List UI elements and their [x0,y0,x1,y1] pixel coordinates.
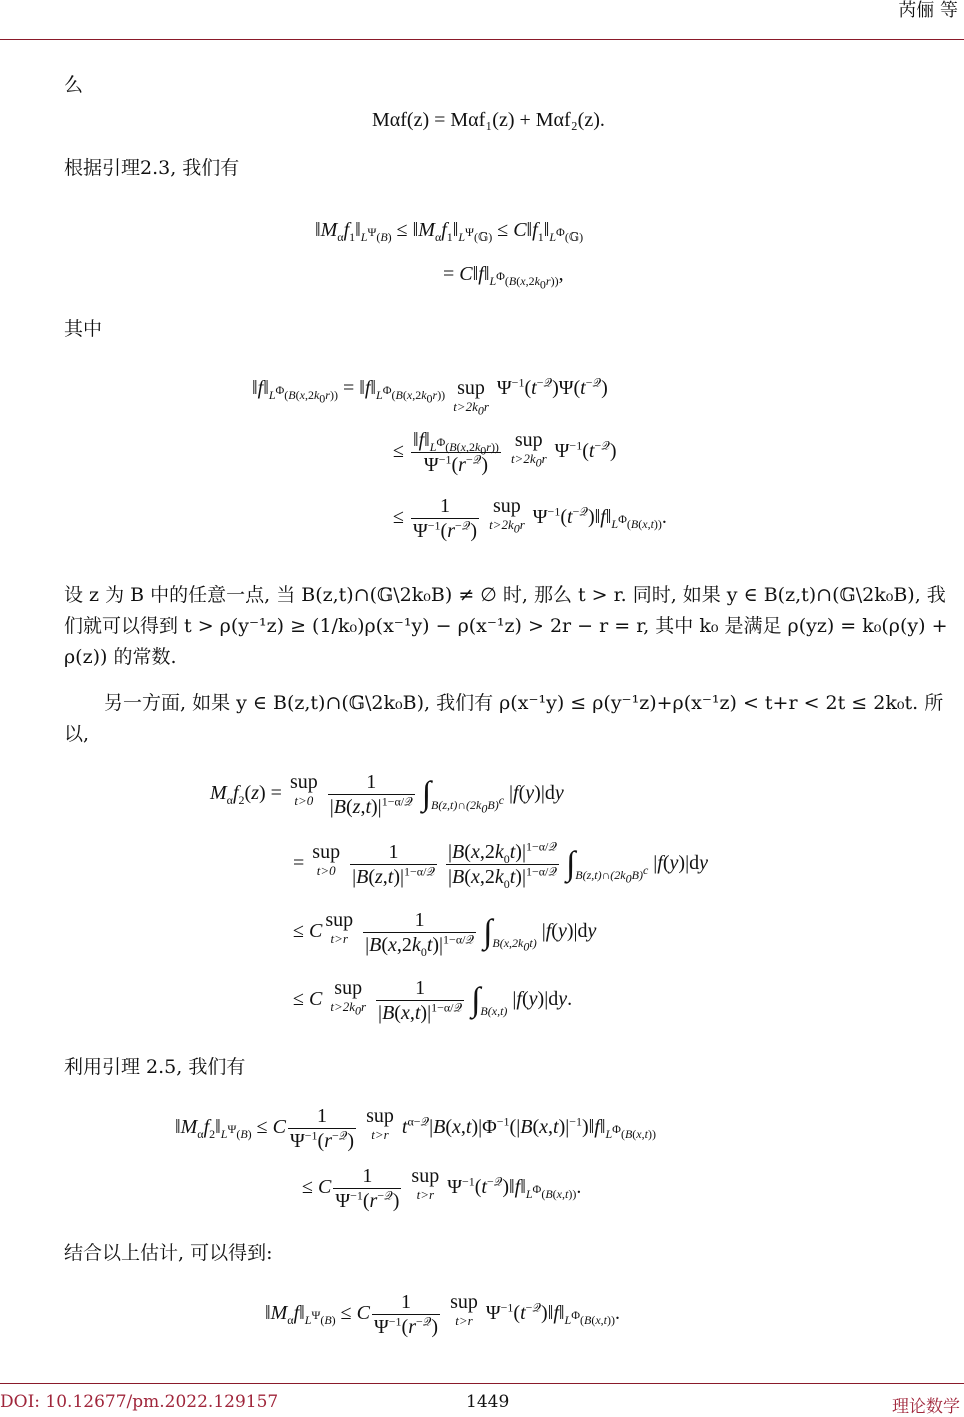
footer-doi-link[interactable]: DOI: 10.12677/pm.2022.129157 [0,1392,279,1412]
equation-2b: = $C‖f‖_{L^\Phi(B(x,2k_0r))}$, [443,263,564,292]
para-2: 根据引理2.3, 我们有 [64,157,240,179]
equation-2a: $‖M_\alpha f_1‖_{L^\Psi(B)}$ ≤ $‖M_\alpha f_1‖_{L^\Psi(𝔾)}$ ≤ $C‖f_1‖_{L^\Phi(𝔾)}$ [315,219,584,244]
footer-page-number: 1449 [466,1392,510,1412]
para-5: 另一方面, 如果 y ∈ B(z,t)∩(𝔾\2k₀B), 我们有 ρ(x⁻¹y) ≤ ρ(y⁻¹z)+ρ(x⁻¹z) < t+r < 2t ≤ 2k₀t. 所以, [64,692,944,745]
equation-4d: ≤ C sup $t>2k_0r$ $\frac{1}{|B(x,t)|^{1-\alpha/𝒬}}$ $\int_{B(x,t)}$ |f(y)|dy. [293,977,573,1024]
equation-3c: ≤ $\frac{1}{\Psi^{-1}(r^{-𝒬})}$ sup $t>2k_0r$ $\Psi^{-1}(t^{-𝒬})‖f‖_{L^\Phi(B(x,t))}$. [393,495,667,542]
equation-6: $‖M_\alpha f‖_{L^\Psi(B)} \le C$ $\frac{1}{\Psi^{-1}(r^{-𝒬})}$ sup t>r $\Psi^{-1}(t^{-𝒬})‖f‖_{L^\Phi(B(x,t))}$. [265,1291,620,1338]
para-1: 么 [64,74,84,96]
para-7: 结合以上估计, 可以得到: [64,1242,273,1264]
equation-1: Mαf(z) = Mαf₁(z) + Mαf₂(z). [372,109,605,131]
equation-4c: ≤ Csup t>r $\frac{1}{|B(x,2k_0t)|^{1-\alpha/𝒬}}$ $\int_{B(x,2k_0t)}$ |f(y)|dy [293,909,597,959]
equation-4a: $M_\alpha f_2(z)$ = sup t>0 $\frac{1}{|B(z,t)|^{1-\alpha/𝒬}}$ $\int_{B(z,t)\cap(2k_0B)^c}$ |f(y)|dy [210,771,564,818]
equation-4b: = sup t>0 $\frac{1}{|B(z,t)|^{1-\alpha/𝒬}}$ $\frac{|B(x,2k_0t)|^{1-\alpha/𝒬}}{|B(x,2k_0t)|^{1-\alpha/𝒬}}$ $\int_{B(z,t)\cap(2k_0B)^c}$ |f(y)|dy [293,839,708,891]
para-6: 利用引理 2.5, 我们有 [64,1056,246,1078]
header-rule [0,39,964,40]
equation-3a: $‖f‖_{L^\Phi(B(x,2k_0r))}$ = $‖f‖_{L^\Phi(B(x,2k_0r))}$ sup $t>2k_0r$ $\Psi^{-1}(t^{-𝒬})\Psi(t^{-𝒬})$ [252,375,608,418]
equation-5b: ≤ C $\frac{1}{\Psi^{-1}(r^{-𝒬})}$ sup t>r $\Psi^{-1}(t^{-𝒬})‖f‖_{L^\Phi(B(x,t))}$. [302,1165,582,1212]
header-author: 芮俪 等 [898,0,958,21]
equation-5a: $‖M_\alpha f_2‖_{L^\Psi(B)} \le C$ $\frac{1}{\Psi^{-1}(r^{-𝒬})}$ sup t>r $t^{\alpha-𝒬}|B(x,t)|\Phi^{-1}(|B(x,t)|^{-1})‖f‖_{L^\Phi(B(x,t))}$ [175,1105,656,1152]
equation-3b: ≤ $\frac{‖f‖_{L^\Phi(B(x,2k_0r))}}{\Psi^{-1}(r^{-𝒬})}$ sup $t>2k_0r$ $\Psi^{-1}(t^{-𝒬})$ [393,429,617,476]
para-4: 设 z 为 B 中的任意一点, 当 B(z,t)∩(𝔾\2k₀B) ≠ ∅ 时, 那么 t > r. 同时, 如果 y ∈ B(z,t)∩(𝔾\2k₀B), 我们就可以得到 t > ρ(y⁻¹z) ≥ (1/k₀)ρ(x⁻¹y) − ρ(x⁻¹z) > 2r − r = r, 其中 k₀ 是满足 ρ(yz) = k₀(ρ(y) + ρ(z)) 的常数. [64,584,948,668]
para-3: 其中 [64,318,103,340]
footer-journal-link[interactable]: 理论数学 [892,1397,960,1417]
footer-rule [0,1383,964,1384]
